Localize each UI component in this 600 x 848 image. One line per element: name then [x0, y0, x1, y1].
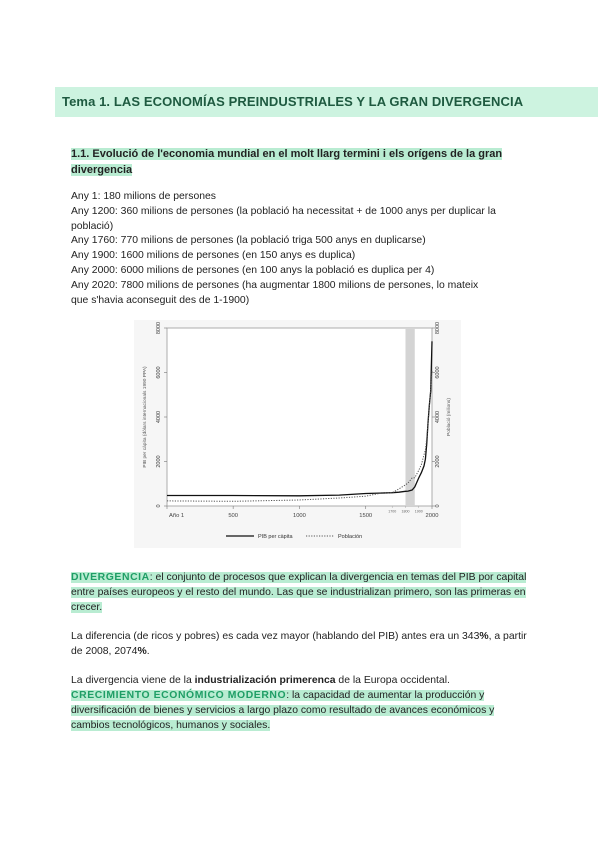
origen-paragraph	[71, 673, 531, 733]
y-tick-label-left: 8000	[156, 321, 162, 335]
y-axis-title-left: PIB per càpita (dòlars internacionals 1990 PPA)	[143, 366, 148, 468]
plot-area	[167, 328, 432, 506]
y-tick-label-right: 2000	[435, 455, 441, 468]
x-minor-tick-label: 1800	[401, 509, 410, 514]
population-line: població)	[71, 220, 114, 232]
population-line: que s'havia aconseguit des de 1-1900)	[71, 294, 250, 306]
gdp-population-chart	[134, 320, 461, 548]
population-list	[71, 190, 531, 308]
y-tick-label-left: 2000	[156, 455, 162, 468]
section-heading-line1: 1.1. Evolució de l'economia mundial en el molt llarg termini i els orígens de la gran	[71, 148, 503, 160]
origen-text: La divergencia viene de la	[71, 675, 195, 686]
diferencia-paragraph	[71, 629, 531, 659]
x-minor-tick-label: 1700	[388, 509, 397, 514]
section-heading-line2: divergencia	[71, 164, 133, 176]
divergencia-definition: : el conjunto de procesos que explican la divergencia en temas del PIB por capital entre países europeos y el resto del mundo. Las que se industrializan primero, son las primeras en crecer.	[71, 572, 527, 613]
legend-label-poblacion: Población	[338, 534, 363, 540]
diferencia-text2: , a partir de 2008, 2074	[71, 631, 527, 657]
y-tick-label-left: 0	[156, 504, 162, 508]
population-line: Any 1200: 360 milions de persones (la població ha necessitat + de 1000 anys per duplicar la	[71, 205, 496, 217]
population-line: Any 1: 180 milions de persones	[71, 191, 216, 202]
diferencia-text: La diferencia (de ricos y pobres) es cada vez mayor (hablando del PIB) antes era un 343	[71, 631, 480, 642]
x-tick-label: Año 1	[169, 513, 185, 519]
population-line: Any 2000: 6000 milions de persones (en 100 anys la població es duplica per 4)	[71, 264, 435, 276]
chart-svg	[134, 320, 461, 548]
diferencia-end: .	[146, 646, 150, 657]
population-line: Any 2020: 7800 milions de persones (ha augmentar 1800 milions de persones, lo mateix	[71, 279, 479, 291]
y-axis-title-right: Població (milions)	[447, 398, 452, 436]
y-tick-label-right: 8000	[435, 321, 441, 335]
population-line: Any 1760: 770 milions de persones (la població triga 500 anys en duplicarse)	[71, 235, 426, 247]
population-line: Any 1900: 1600 milions de persones (en 150 anys es duplica)	[71, 250, 356, 262]
page-title: Tema 1. LAS ECONOMÍAS PREINDUSTRIALES Y LA GRAN DIVERGENCIA	[55, 87, 598, 117]
x-tick-label: 500	[228, 513, 238, 519]
y-tick-label-right: 4000	[435, 410, 441, 424]
y-tick-label-right: 0	[435, 504, 441, 508]
y-tick-label-left: 6000	[156, 366, 162, 379]
crecimiento-definition: : la capacidad de aumentar la producción y diversificación de bienes y servicios a largo plazo como resultado de avances económicos y cambios tecnológicos, humanos y sociales.	[71, 690, 495, 731]
x-tick-label: 1500	[359, 513, 373, 519]
section-heading	[71, 146, 531, 178]
x-tick-label: 1000	[292, 513, 306, 519]
x-minor-tick-label: 1900	[414, 509, 423, 514]
origen-bold: industrialización primerenca	[194, 675, 336, 686]
origen-text2: de la Europa occidental.	[335, 675, 450, 686]
diferencia-pct2: %	[137, 646, 147, 657]
y-tick-label-left: 4000	[156, 410, 162, 424]
divergencia-paragraph	[71, 570, 531, 615]
x-tick-label: 2000	[425, 513, 439, 519]
legend-label-pib: PIB per càpita	[258, 534, 293, 540]
y-tick-label-right: 6000	[435, 366, 441, 379]
industrial-revolution-band	[405, 328, 414, 506]
divergencia-term: DIVERGENCIA	[71, 572, 150, 583]
crecimiento-term: CRECIMIENTO ECONÓMICO MODERNO	[71, 690, 287, 701]
diferencia-pct1: %	[479, 631, 489, 642]
